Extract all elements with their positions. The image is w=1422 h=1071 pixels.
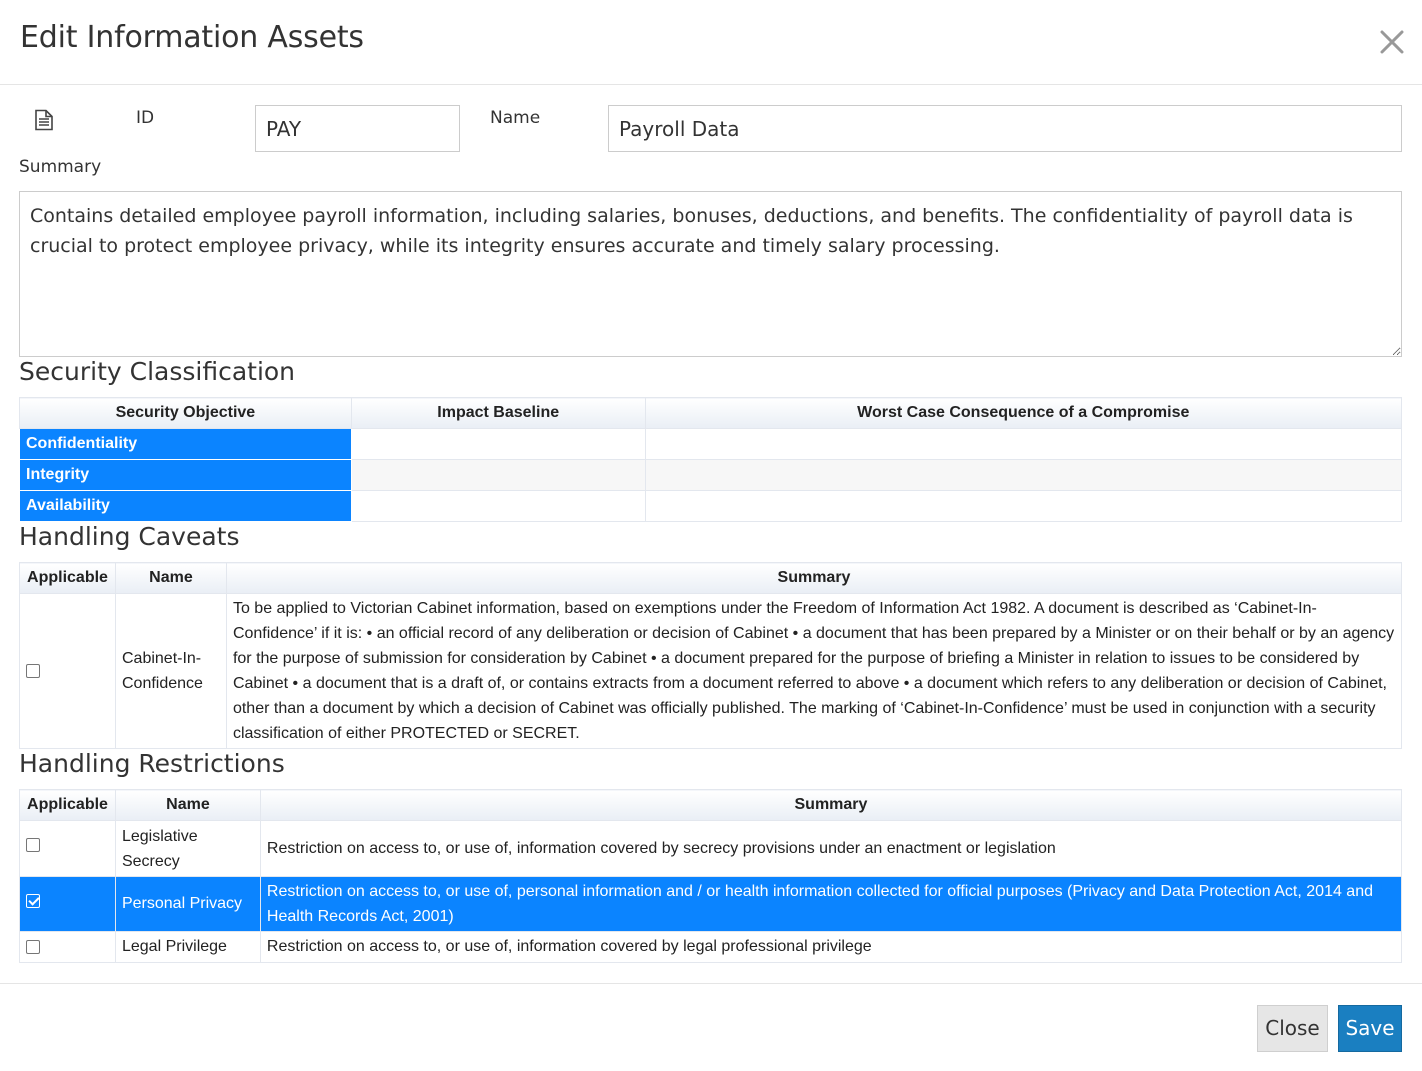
impact-baseline-cell[interactable]: [351, 491, 645, 522]
applicable-checkbox-checked[interactable]: [26, 894, 40, 908]
name-input[interactable]: [608, 105, 1402, 152]
impact-baseline-cell[interactable]: [351, 429, 645, 460]
handling-caveats-title: Handling Caveats: [19, 522, 240, 551]
restriction-name-cell: Legal Privilege: [115, 932, 260, 963]
column-header: Impact Baseline: [351, 398, 645, 429]
table-row[interactable]: [20, 594, 1402, 749]
applicable-cell: [20, 821, 116, 877]
table-row[interactable]: [20, 429, 1402, 460]
security-classification-table: [19, 397, 1402, 522]
summary-label: Summary: [19, 157, 102, 177]
dialog-footer: [0, 983, 1422, 1071]
table-row-selected[interactable]: [20, 877, 1402, 932]
column-header: Security Objective: [20, 398, 352, 429]
caveat-summary-cell: To be applied to Victorian Cabinet information, based on exemptions under the Freedom of Information Act 1982. A document is described as ‘Cabinet-In-Confidence’ if it is: • an official record of any deliberation or decision of Cabinet • a document that has been prepared by a Minister or on their behalf or by an agency for the purpose of submission for consideration by Cabinet • a document prepared for the purpose of briefing a Minister in relation to issues to be considered by Cabinet • a document that is a draft of, or contains extracts from a document referred to above • a document which refers to any deliberation or decision of Cabinet, other than a document by which a decision of Cabinet was officially published. The marking of ‘Cabinet-In-Confidence’ must be used in conjunction with a security classification of either PROTECTED or SECRET.: [226, 594, 1401, 749]
table-row[interactable]: [20, 491, 1402, 522]
column-header: Applicable: [20, 563, 116, 594]
column-header: Name: [115, 790, 260, 821]
applicable-cell: [20, 932, 116, 963]
caveat-name-cell: Cabinet-In-Confidence: [115, 594, 226, 749]
objective-cell[interactable]: Integrity: [20, 460, 352, 491]
table-row[interactable]: [20, 821, 1402, 877]
restriction-summary-cell: Restriction on access to, or use of, information covered by legal professional privilege: [260, 932, 1401, 963]
name-label: Name: [490, 108, 541, 128]
dialog-header: [0, 0, 1422, 85]
handling-caveats-table: [19, 562, 1402, 749]
restriction-summary-cell: Restriction on access to, or use of, personal information and / or health information collected for official purposes (Privacy and Data Protection Act, 2014 and Health Records Act, 2001): [260, 877, 1401, 932]
id-input[interactable]: [255, 105, 460, 152]
close-button[interactable]: Close: [1257, 1005, 1328, 1052]
applicable-checkbox[interactable]: [26, 664, 40, 678]
objective-cell[interactable]: Availability: [20, 491, 352, 522]
handling-restrictions-title: Handling Restrictions: [19, 749, 285, 778]
dialog-title: Edit Information Assets: [20, 20, 364, 55]
security-classification-title: Security Classification: [19, 357, 296, 386]
handling-restrictions-table: [19, 789, 1402, 963]
objective-cell[interactable]: Confidentiality: [20, 429, 352, 460]
column-header: Worst Case Consequence of a Compromise: [645, 398, 1401, 429]
table-row[interactable]: [20, 460, 1402, 491]
column-header: Summary: [260, 790, 1401, 821]
table-row[interactable]: [20, 932, 1402, 963]
column-header: Name: [115, 563, 226, 594]
applicable-cell: [20, 594, 116, 749]
column-header: Summary: [226, 563, 1401, 594]
applicable-cell: [20, 877, 116, 932]
close-icon[interactable]: [1376, 26, 1408, 58]
consequence-cell[interactable]: [645, 491, 1401, 522]
restriction-name-cell: Personal Privacy: [115, 877, 260, 932]
applicable-checkbox[interactable]: [26, 838, 40, 852]
applicable-checkbox[interactable]: [26, 940, 40, 954]
document-icon: [33, 109, 55, 131]
summary-textarea[interactable]: [19, 191, 1402, 357]
restriction-name-cell: Legislative Secrecy: [115, 821, 260, 877]
impact-baseline-cell[interactable]: [351, 460, 645, 491]
consequence-cell[interactable]: [645, 460, 1401, 491]
save-button[interactable]: Save: [1338, 1005, 1402, 1052]
id-label: ID: [136, 108, 155, 128]
column-header: Applicable: [20, 790, 116, 821]
consequence-cell[interactable]: [645, 429, 1401, 460]
restriction-summary-cell: Restriction on access to, or use of, information covered by secrecy provisions under an enactment or legislation: [260, 821, 1401, 877]
